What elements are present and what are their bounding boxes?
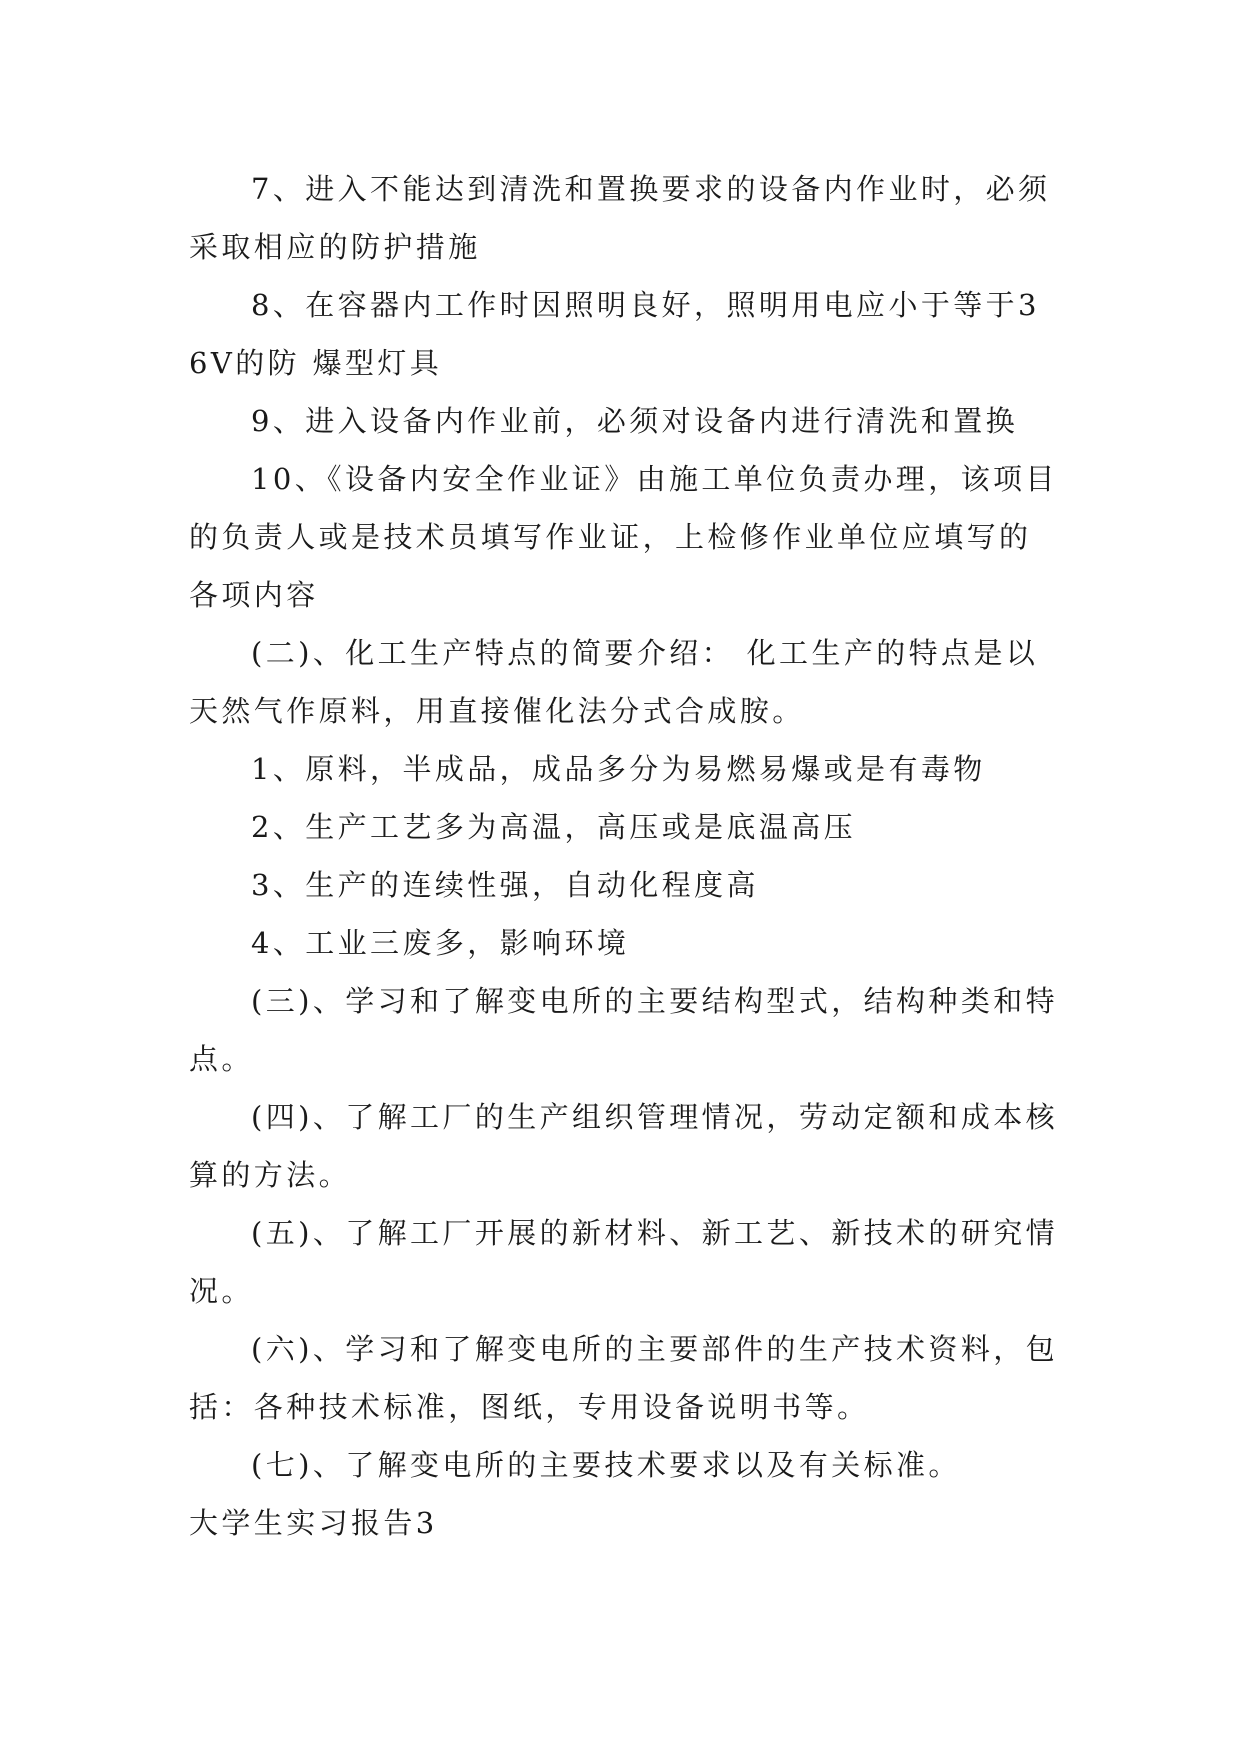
- section-heading: 大学生实习报告3: [189, 1506, 438, 1540]
- paragraph-section-6: (六)、学习和了解变电所的主要部件的生产技术资料，包 括：各种技术标准，图纸，专用设备说明书等。: [189, 1332, 1059, 1424]
- paragraph-section-7: (七)、了解变电所的主要技术要求以及有关标准。: [251, 1448, 961, 1482]
- paragraph-feature-2: 2、生产工艺多为高温，高压或是底温高压: [251, 810, 857, 844]
- paragraph-section-3: (三)、学习和了解变电所的主要结构型式，结构种类和特点。: [189, 984, 1059, 1076]
- paragraph-item-9: 9、进入设备内作业前，必须对设备内进行清洗和置换: [251, 404, 1019, 438]
- paragraph-feature-1: 1、原料，半成品，成品多分为易燃易爆或是有毒物: [251, 752, 986, 786]
- paragraph-item-10: 10、《设备内安全作业证》由施工单位负责办理，该项目的负责人或是技术员填写作业证，上检修作业单位应填写的各项内容: [189, 462, 1058, 612]
- document-body: [189, 160, 1059, 1552]
- paragraph-feature-3: 3、生产的连续性强，自动化程度高: [251, 868, 759, 902]
- paragraph-item-7: 7、进入不能达到清洗和置换要求的设备内作业时，必须采取相应的防护措施: [189, 172, 1051, 264]
- paragraph-section-2: (二)、化工生产特点的简要介绍： 化工生产的特点是以天然气作原料，用直接催化法分式合成胺。: [189, 636, 1039, 728]
- paragraph-feature-4: 4、工业三废多，影响环境: [251, 926, 630, 960]
- paragraph-section-5: (五)、了解工厂开展的新材料、新工艺、新技术的研究情况。: [189, 1216, 1059, 1308]
- paragraph-item-8: 8、在容器内工作时因照明良好，照明用电应小于等于36V的防 爆型灯具: [189, 288, 1040, 380]
- paragraph-section-4: (四)、了解工厂的生产组织管理情况，劳动定额和成本核 算的方法。: [189, 1100, 1059, 1192]
